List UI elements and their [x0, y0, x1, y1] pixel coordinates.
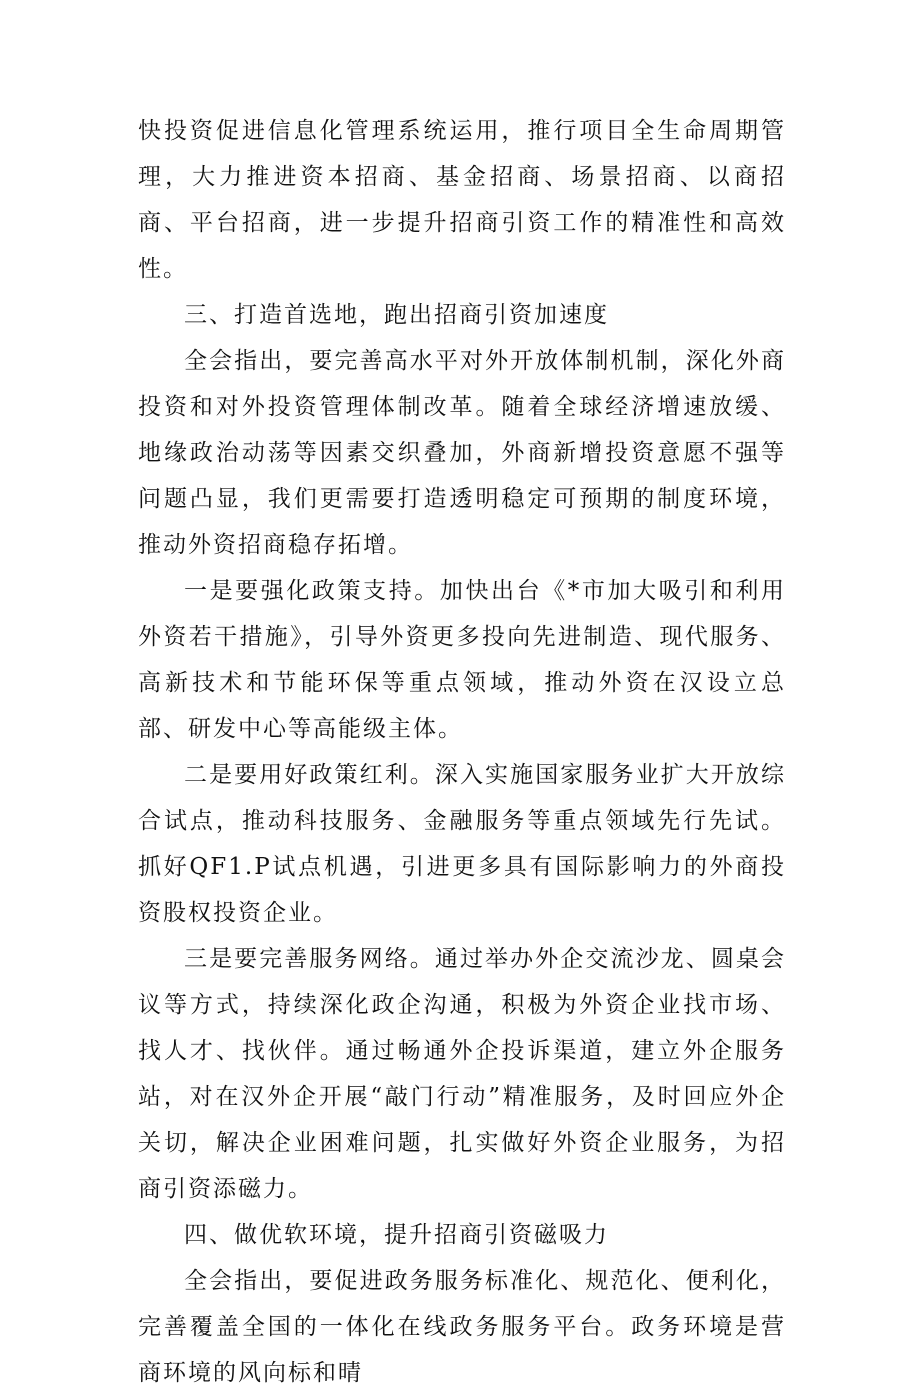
- paragraph: 三是要完善服务网络。通过举办外企交流沙龙、圆桌会议等方式，持续深化政企沟通，积极为外资企业找市场、找人才、找伙伴。通过畅通外企投诉渠道，建立外企服务站，对在汉外企开展“敲门行动”精准服务，及时回应外企关切，解决企业困难问题，扎实做好外资企业服务，为招商引资添磁力。: [138, 946, 786, 1202]
- document-body: [138, 108, 786, 1396]
- section-heading-four: 四、做优软环境，提升招商引资磁吸力: [184, 1222, 609, 1248]
- paragraph: 全会指出，要完善高水平对外开放体制机制，深化外商投资和对外投资管理体制改革。随着全球经济增速放缓、地缘政治动荡等因素交织叠加，外商新增投资意愿不强等问题凸显，我们更需要打造透明稳定可预期的制度环境，推动外资招商稳存拓增。: [138, 348, 786, 558]
- paragraph: 全会指出，要促进政务服务标准化、规范化、便利化，完善覆盖全国的一体化在线政务服务平台。政务环境是营商环境的风向标和晴: [138, 1268, 786, 1386]
- paragraph: 一是要强化政策支持。加快出台《*市加大吸引和利用外资若干措施》，引导外资更多投向先进制造、现代服务、高新技术和节能环保等重点领域，推动外资在汉设立总部、研发中心等高能级主体。: [138, 578, 786, 742]
- paragraph: 二是要用好政策红利。深入实施国家服务业扩大开放综合试点，推动科技服务、金融服务等重点领域先行先试。抓好QF1.P试点机遇，引进更多具有国际影响力的外商投资股权投资企业。: [138, 762, 786, 926]
- paragraph-continued: 快投资促进信息化管理系统运用，推行项目全生命周期管理，大力推进资本招商、基金招商、场景招商、以商招商、平台招商，进一步提升招商引资工作的精准性和高效性。: [138, 118, 786, 282]
- section-heading-three: 三、打造首选地，跑出招商引资加速度: [184, 302, 609, 328]
